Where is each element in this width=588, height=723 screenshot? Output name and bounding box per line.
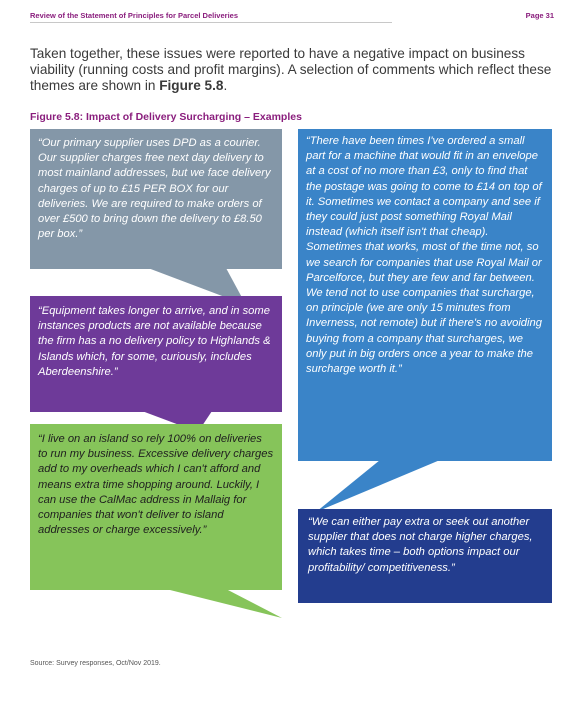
intro-paragraph (30, 46, 560, 94)
intro-text-end: . (223, 78, 228, 93)
quote-bubble-grey: “Our primary supplier uses DPD as a courier. Our supplier charges free next day delivery to most mainland addresses, but we face delivery charges of up to £15 PER BOX for our deliveries. We are required to make orders of over £500 to bring down the delivery to £8.50 per box.” (30, 129, 282, 269)
running-header-title: Review of the Statement of Principles for Parcel Deliveries (30, 11, 238, 20)
quote-bubble-purple: “Equipment takes longer to arrive, and in some instances products are not available because the firm has a no delivery policy to Highlands & Islands which, for some, curiously, includes Aberdeenshire.” (30, 296, 282, 412)
intro-text: Taken together, these issues were reported to have a negative impact on business viability (running costs and profit margins). A selection of comments which reflect these themes are shown in (30, 46, 552, 93)
blue-bubble-tail (316, 460, 440, 512)
quote-bubble-blue: “There have been times I've ordered a small part for a machine that would fit in an envelope at a cost of no more than £3, only to find that the postage was going to come to £14 on top of it. Sometimes we contact a company and see if they could just post something Royal Mail instead (which itself isn't that cheap). Sometimes that works, most of the time not, so we search for companies that use Royal Mail or Parcelforce, but they are few and far between. We tend not to use companies that surcharge, on principle (we are only 15 minutes from Inverness, not remote) but if there's no avoiding buying from a company that surcharges, we only put in big orders once a year to make the surcharge worth it.” (298, 129, 552, 461)
figure-title: Figure 5.8: Impact of Delivery Surcharging – Examples (30, 111, 302, 123)
quote-bubble-green: “I live on an island so rely 100% on deliveries to run my business. Excessive delivery charges add to my overheads which I can't afford and means extra time shopping around. Luckily, I can use the CalMac address in Mallaig for companies that won't deliver to island addresses or charge excessively.” (30, 424, 282, 590)
page-number: Page 31 (525, 11, 554, 20)
header-divider (30, 22, 392, 23)
figure-reference: Figure 5.8 (159, 78, 224, 93)
quote-bubble-navy: “We can either pay extra or seek out another supplier that does not charge higher charges, which takes time – both options impact our profitability/ competitiveness.” (298, 509, 552, 603)
source-note: Source: Survey responses, Oct/Nov 2019. (30, 660, 161, 667)
green-bubble-tail (166, 589, 282, 618)
